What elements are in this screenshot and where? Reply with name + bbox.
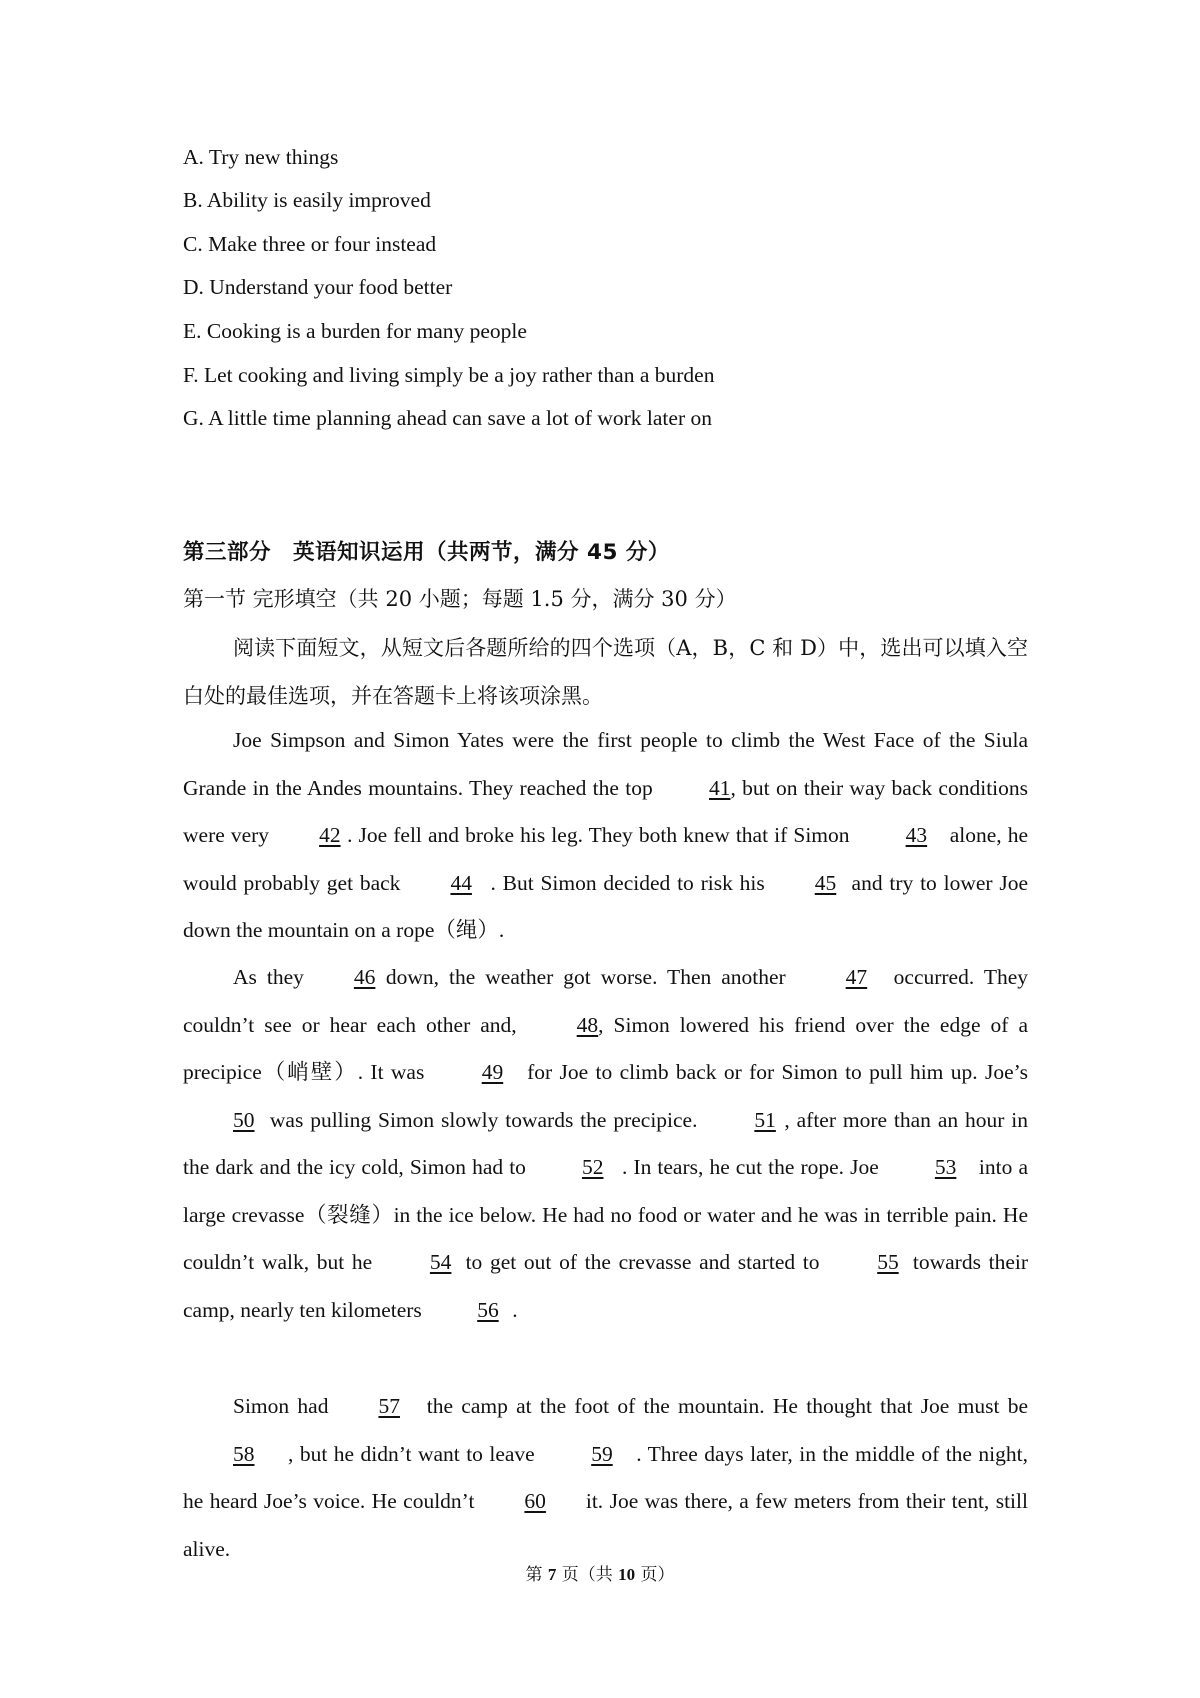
- blank-44: 44: [450, 870, 472, 895]
- blank-51: 51: [754, 1107, 776, 1132]
- blank-54: 54: [429, 1250, 452, 1274]
- blank-50: 50: [233, 1107, 255, 1132]
- passage-text: and try to lower Joe down the mountain on a rope（绳）.: [183, 870, 1029, 942]
- blank-53: 53: [934, 1155, 957, 1179]
- passage-text: occurred. They couldn’t see or hear each other and,: [183, 965, 1028, 1037]
- option-c: C. Make three or four instead: [183, 232, 437, 256]
- passage-text: , after more than an hour in the dark and the icy cold, Simon had to: [183, 1107, 1028, 1179]
- option-g: G. A little time planning ahead can save a lot of work later on: [183, 406, 712, 430]
- option-e: E. Cooking is a burden for many people: [183, 319, 527, 343]
- blank-42: 42: [319, 823, 341, 847]
- blank-57: 57: [378, 1394, 400, 1418]
- passage-text: As they: [233, 965, 304, 989]
- passage-text: into a large crevasse（裂缝）in the ice below. He had no food or water and he was in terrible pain. He couldn’t walk, but he: [183, 1155, 1028, 1274]
- passage-text: , but he didn’t want to leave: [288, 1441, 542, 1466]
- instructions: 阅读下面短文，从短文后各题所给的四个选项（A，B，C 和 D）中，选出可以填入空白处的最佳选项，并在答题卡上将该项涂黑。: [183, 636, 1028, 708]
- blank-59: 59: [591, 1441, 613, 1466]
- passage-paragraph-3: [183, 1383, 1028, 1573]
- passage-text: , but on their way back conditions were very: [183, 775, 1029, 847]
- page-footer: [0, 1560, 1200, 1585]
- passage-text: .: [512, 1297, 518, 1322]
- blank-47: 47: [845, 965, 868, 989]
- passage-text: Simon had: [233, 1394, 329, 1418]
- blank-60: 60: [524, 1489, 546, 1513]
- footer-page-number: 7: [547, 1565, 557, 1584]
- passage-text: to get out of the crevasse and started to: [457, 1250, 828, 1274]
- option-b: B. Ability is easily improved: [183, 188, 431, 212]
- blank-41: 41: [709, 775, 731, 800]
- passage-text: was pulling Simon slowly towards the precipice.: [263, 1107, 705, 1132]
- option-d: D. Understand your food better: [183, 275, 453, 299]
- footer-suffix: 页）: [635, 1565, 675, 1585]
- blank-48: 48: [576, 1012, 599, 1037]
- section-title: 第三部分 英语知识运用（共两节，满分 45 分）: [183, 540, 670, 565]
- passage-paragraph-1: [183, 717, 1028, 955]
- option-a: A. Try new things: [183, 145, 339, 169]
- passage-text: for Joe to climb back or for Simon to pull him up. Joe’s: [519, 1060, 1028, 1084]
- blank-56: 56: [477, 1297, 499, 1322]
- passage-text: . But Simon decided to risk his: [490, 870, 765, 895]
- blank-58: 58: [233, 1441, 255, 1466]
- blank-46: 46: [353, 965, 376, 989]
- passage-text: it. Joe was there, a few meters from their tent, still alive.: [183, 1489, 1028, 1561]
- option-f: F. Let cooking and living simply be a joy rather than a burden: [183, 363, 715, 387]
- passage-text: . Three days later, in the middle of the night, he heard Joe’s voice. He couldn’t: [183, 1441, 1028, 1513]
- footer-total-pages: 10: [618, 1565, 636, 1584]
- passage-paragraph-2: [183, 954, 1028, 1334]
- section-subtitle: 第一节 完形填空（共 20 小题；每题 1.5 分，满分 30 分）: [183, 587, 737, 611]
- footer-prefix: 第: [525, 1565, 548, 1585]
- passage-text: towards their camp, nearly ten kilometers: [183, 1250, 1029, 1322]
- blank-45: 45: [814, 870, 837, 895]
- passage-text: down, the weather got worse. Then another: [375, 965, 796, 989]
- blank-55: 55: [877, 1250, 899, 1274]
- passage-text: . In tears, he cut the rope. Joe: [621, 1155, 885, 1179]
- passage-text: . Joe fell and broke his leg. They both knew that if Simon: [347, 823, 856, 847]
- passage-text: Joe Simpson and Simon Yates were the first people to climb the West Face of the Siula Grande in the Andes mountains. They reached the top: [183, 728, 1028, 800]
- blank-52: 52: [581, 1155, 604, 1179]
- passage-text: alone, he would probably get back: [183, 823, 1028, 895]
- blank-43: 43: [905, 823, 928, 847]
- passage-text: the camp at the foot of the mountain. He thought that Joe must be: [418, 1394, 1028, 1418]
- footer-mid: 页（共: [556, 1565, 619, 1585]
- blank-49: 49: [481, 1060, 504, 1084]
- passage-text: , Simon lowered his friend over the edge of a precipice（峭壁）. It was: [183, 1012, 1028, 1084]
